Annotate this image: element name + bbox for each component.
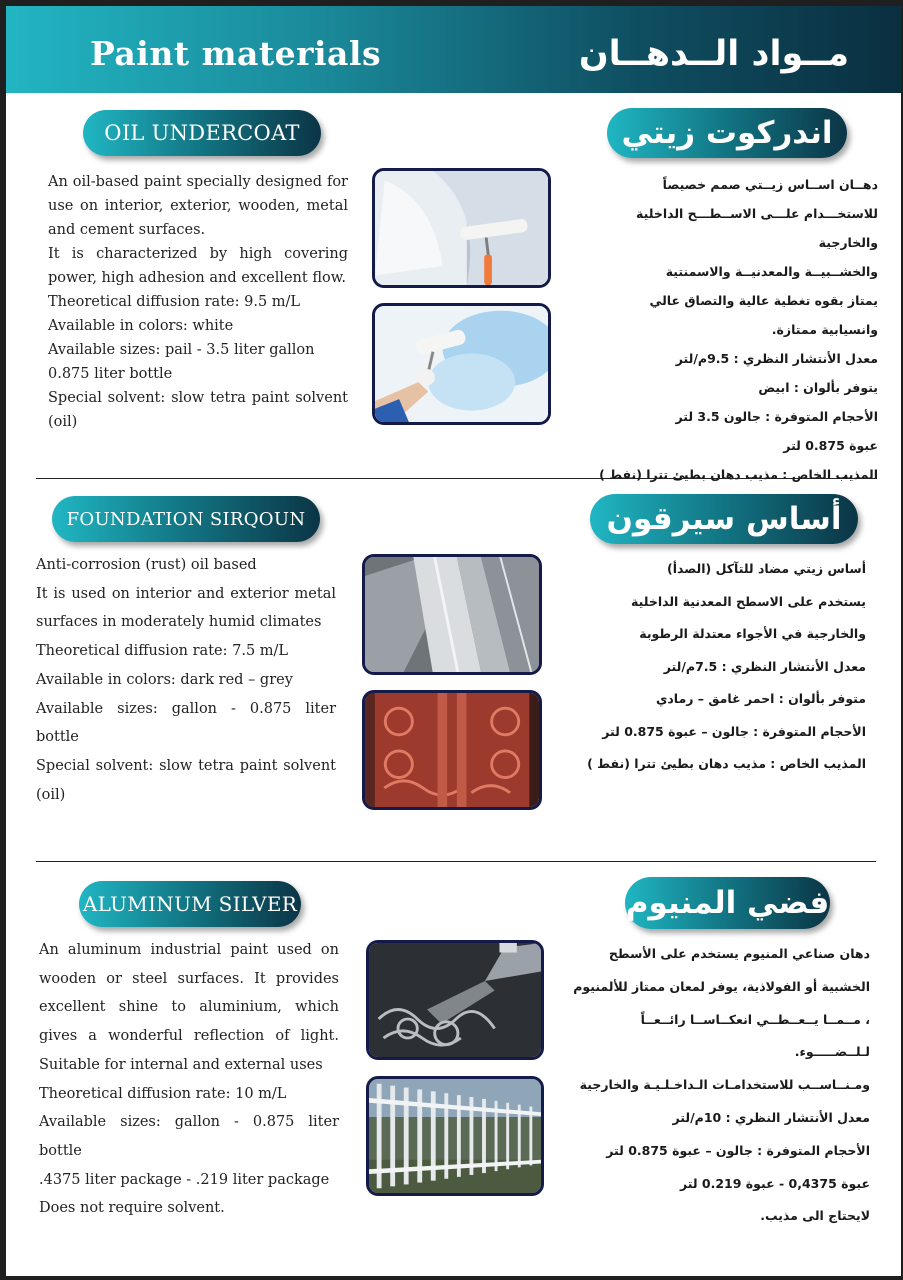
section-title-en-aluminum-silver: ALUMINUM SILVER	[79, 881, 301, 927]
en-line: Available in colors: dark red – grey	[36, 671, 293, 688]
section-body-en-foundation-sirqoun	[36, 551, 336, 809]
section-title-en-oil-undercoat: OIL UNDERCOAT	[83, 110, 321, 156]
section-divider	[36, 861, 876, 862]
section-title-ar-foundation-sirqoun: أساس سيرقون	[590, 494, 858, 544]
ar-line: عبوة 0,4375 - عبوة 0.219 لتر	[679, 1175, 870, 1191]
en-line: An oil-based paint specially designed for use on interior, exterior, wooden, metal and cement surfaces.	[48, 174, 348, 238]
silver-fence-photo	[366, 1076, 544, 1196]
en-line: Available sizes: gallon - 0.875 liter bottle	[36, 700, 336, 746]
ar-line: الخشبية أو الفولاذية، يوفر لمعان ممتاز للألمنيوم	[573, 978, 870, 994]
ar-line: معدل الأنتشار النظري : 9.5م/لتر	[675, 351, 878, 366]
en-line: An aluminum industrial paint used on wooden or steel surfaces. It provides excellent shine to aluminium, which gives a wonderful reflection of light. Suitable for internal and external uses	[39, 942, 339, 1073]
ar-line: المذيب الخاص : مذيب دهان بطيئ تترا (نفط )	[599, 467, 878, 482]
en-line: Anti-corrosion (rust) oil based	[36, 557, 257, 573]
section-title-ar-aluminum-silver: فضي المنيوم	[625, 877, 830, 929]
en-line: Available sizes: pail - 3.5 liter gallon	[48, 342, 315, 358]
section-body-en-aluminum-silver	[39, 936, 339, 1223]
page-title-en: Paint materials	[90, 34, 382, 73]
ar-line: عبوة 0.875 لتر	[783, 438, 878, 453]
en-line: Available in colors: white	[48, 318, 234, 334]
en-line: Theoretical diffusion rate: 9.5 m/L	[48, 294, 301, 310]
section-body-ar-foundation-sirqoun	[562, 553, 866, 781]
ar-line: لايحتاج الى مذيب.	[760, 1208, 870, 1224]
red-iron-gate-photo	[362, 690, 542, 810]
ar-line: ومـنــاســب للاستخدامـات الـداخـلـيـة والخارجية	[579, 1077, 870, 1093]
page-title-ar: مــواد الــدهــان	[578, 34, 849, 74]
section-divider	[36, 478, 876, 479]
en-line: Available sizes: gallon - 0.875 liter bottle	[39, 1114, 339, 1159]
en-line: Theoretical diffusion rate: 7.5 m/L	[36, 643, 289, 660]
en-line: Theoretical diffusion rate: 10 m/L	[39, 1085, 287, 1102]
en-line: 0.875 liter bottle	[48, 366, 173, 382]
ar-line: ، مــمــا يــعــطــي انعكــاســا رائــعــاً لـلــضـــــوء.	[640, 1011, 870, 1060]
section-title-ar-oil-undercoat: اندركوت زيتي	[607, 108, 847, 158]
en-line: It is characterized by high covering power, high adhesion and excellent flow.	[48, 246, 348, 286]
en-line: Special solvent: slow tetra paint solvent (oil)	[36, 757, 336, 803]
en-line: Special solvent: slow tetra paint solvent (oil)	[48, 390, 348, 430]
ar-line: معدل الأنتشار النظري : 10م/لتر	[672, 1109, 870, 1125]
en-line: It is used on interior and exterior metal surfaces in moderately humid climates	[36, 585, 336, 631]
ar-line: دهان صناعي المنيوم يستخدم على الأسطح	[608, 946, 870, 961]
section-title-en-foundation-sirqoun: FOUNDATION SIRQOUN	[52, 496, 320, 542]
ar-line: المذيب الخاص : مذيب دهان بطيئ تترا (نفط )	[587, 756, 866, 771]
ar-line: والخشــبيــة والمعدنيــة والاسمنتية	[665, 264, 878, 279]
ar-line: الأحجام المتوفرة : جالون – عبوة 0.875 لتر	[602, 723, 866, 739]
en-line: Does not require solvent.	[39, 1200, 225, 1217]
spray-gun-metal-photo	[366, 940, 544, 1060]
ar-line: معدل الأنتشار النظري : 7.5م/لتر	[663, 658, 866, 674]
ar-line: للاستخـــدام علـــى الاســطـــح الداخلية والخارجية	[636, 206, 878, 250]
hand-roller-blue-wall-photo	[372, 303, 551, 425]
section-body-en-oil-undercoat	[48, 170, 348, 434]
ar-line: دهــان اســاس زيــتي صمم خصيصاً	[662, 177, 878, 192]
ar-line: الأحجام المتوفرة : جالون – عبوة 0.875 لتر	[606, 1142, 870, 1158]
ar-line: والخارجية في الأجواء معتدلة الرطوبة	[639, 626, 866, 641]
ar-line: يستخدم على الاسطح المعدنية الداخلية	[631, 593, 866, 609]
ar-line: يتوفر بألوان : ابيض	[758, 380, 878, 395]
ar-line: وانسيابية ممتازة.	[771, 322, 878, 337]
page-header	[6, 6, 901, 93]
section-body-ar-oil-undercoat	[575, 170, 878, 489]
steel-beams-photo	[362, 554, 542, 675]
paint-roller-wall-photo	[372, 168, 551, 288]
ar-line: متوفر بألوان : احمر غامق – رمادي	[655, 691, 866, 706]
ar-line: يمتاز بقوه تغطية عالية والتصاق عالي	[649, 293, 878, 308]
ar-line: أساس زيتي مضاد للتآكل (الصدأ)	[667, 561, 866, 576]
ar-line: الأحجام المتوفرة : جالون 3.5 لتر	[675, 409, 878, 424]
section-body-ar-aluminum-silver	[566, 938, 870, 1233]
en-line: .4375 liter package - .219 liter package	[39, 1171, 330, 1188]
